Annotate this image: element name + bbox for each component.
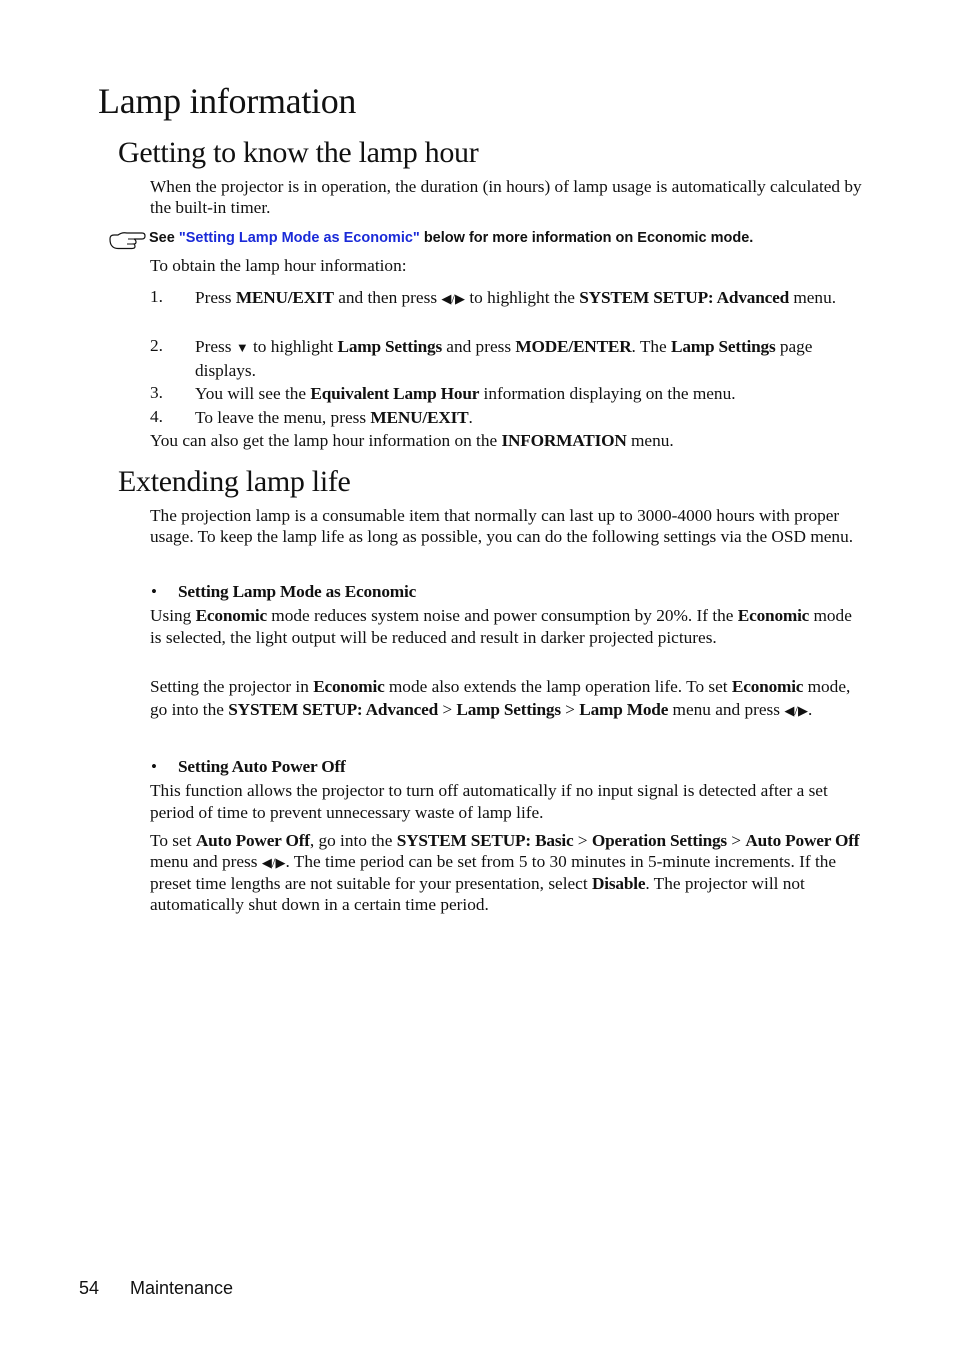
left-right-arrow-icon: ◀/▶ xyxy=(261,855,286,870)
note-post: below for more information on Economic mode. xyxy=(419,230,754,246)
section-heading-extending-lamp-life: Extending lamp life xyxy=(118,465,351,498)
step-number: 3. xyxy=(150,383,163,402)
step-2-text: Press ▼ to highlight Lamp Settings and press MODE/ENTER. The Lamp Settings page displays. xyxy=(195,337,813,380)
bullet-icon: • xyxy=(151,582,157,601)
economic-mode-note xyxy=(149,230,753,246)
bullet-icon: • xyxy=(151,757,157,776)
auto-power-off-paragraph-2: To set Auto Power Off, go into the SYSTEM SETUP: Basic > Operation Settings > Auto Power Off menu and press ◀/▶. The time period can be set from 5 to 30 minutes in 5-minute increments. If the preset time lengths are not suitable for your presentation, select Disable. The projector will not automatically shut down in a certain time period. xyxy=(150,831,860,914)
bullet-economic-heading: Setting Lamp Mode as Economic xyxy=(178,582,417,601)
left-right-arrow-icon: ◀/▶ xyxy=(441,291,465,306)
step-3-text: You will see the Equivalent Lamp Hour information displaying on the menu. xyxy=(195,384,736,403)
step-number: 1. xyxy=(150,287,163,306)
step-number: 4. xyxy=(150,407,163,426)
bullet-auto-power-off-heading: Setting Auto Power Off xyxy=(178,757,346,776)
lamp-hour-intro: When the projector is in operation, the duration (in hours) of lamp usage is automatically calculated by the built-in timer. xyxy=(150,177,862,217)
step-1-text: Press MENU/EXIT and then press ◀/▶ to highlight the SYSTEM SETUP: Advanced menu. xyxy=(195,288,837,307)
obtain-instruction: To obtain the lamp hour information: xyxy=(150,256,407,275)
left-right-arrow-icon: ◀/▶ xyxy=(784,702,808,718)
section-heading-lamp-hour: Getting to know the lamp hour xyxy=(118,136,479,169)
footer-section-name: Maintenance xyxy=(130,1278,234,1298)
down-arrow-icon: ▼ xyxy=(235,340,249,355)
lamp-life-intro: The projection lamp is a consumable item that normally can last up to 3000-4000 hours with proper usage. To keep the lamp life as long as possible, you can do the following settings via the OSD menu. xyxy=(150,506,854,546)
economic-paragraph-1: Using Economic mode reduces system noise and power consumption by 20%. If the Economic mode is selected, the light output will be reduced and result in darker projected pictures. xyxy=(150,606,852,647)
information-menu-note: You can also get the lamp hour information on the INFORMATION menu. xyxy=(150,431,674,450)
page-number: 54 xyxy=(79,1278,100,1298)
note-pre: See xyxy=(149,230,179,246)
page-title: Lamp information xyxy=(98,81,357,121)
step-number: 2. xyxy=(150,336,163,355)
economic-mode-link[interactable]: "Setting Lamp Mode as Economic" xyxy=(178,230,420,246)
economic-paragraph-2: Setting the projector in Economic mode also extends the lamp operation life. To set Economic mode, go into the SYSTEM SETUP: Advanced > Lamp Settings > Lamp Mode menu and press ◀/▶. xyxy=(150,677,851,719)
pointing-hand-icon xyxy=(108,231,146,251)
auto-power-off-paragraph-1: This function allows the projector to turn off automatically if no input signal is detected after a set period of time to prevent unnecessary waste of lamp life. xyxy=(150,781,828,822)
step-4-text: To leave the menu, press MENU/EXIT. xyxy=(195,408,473,427)
